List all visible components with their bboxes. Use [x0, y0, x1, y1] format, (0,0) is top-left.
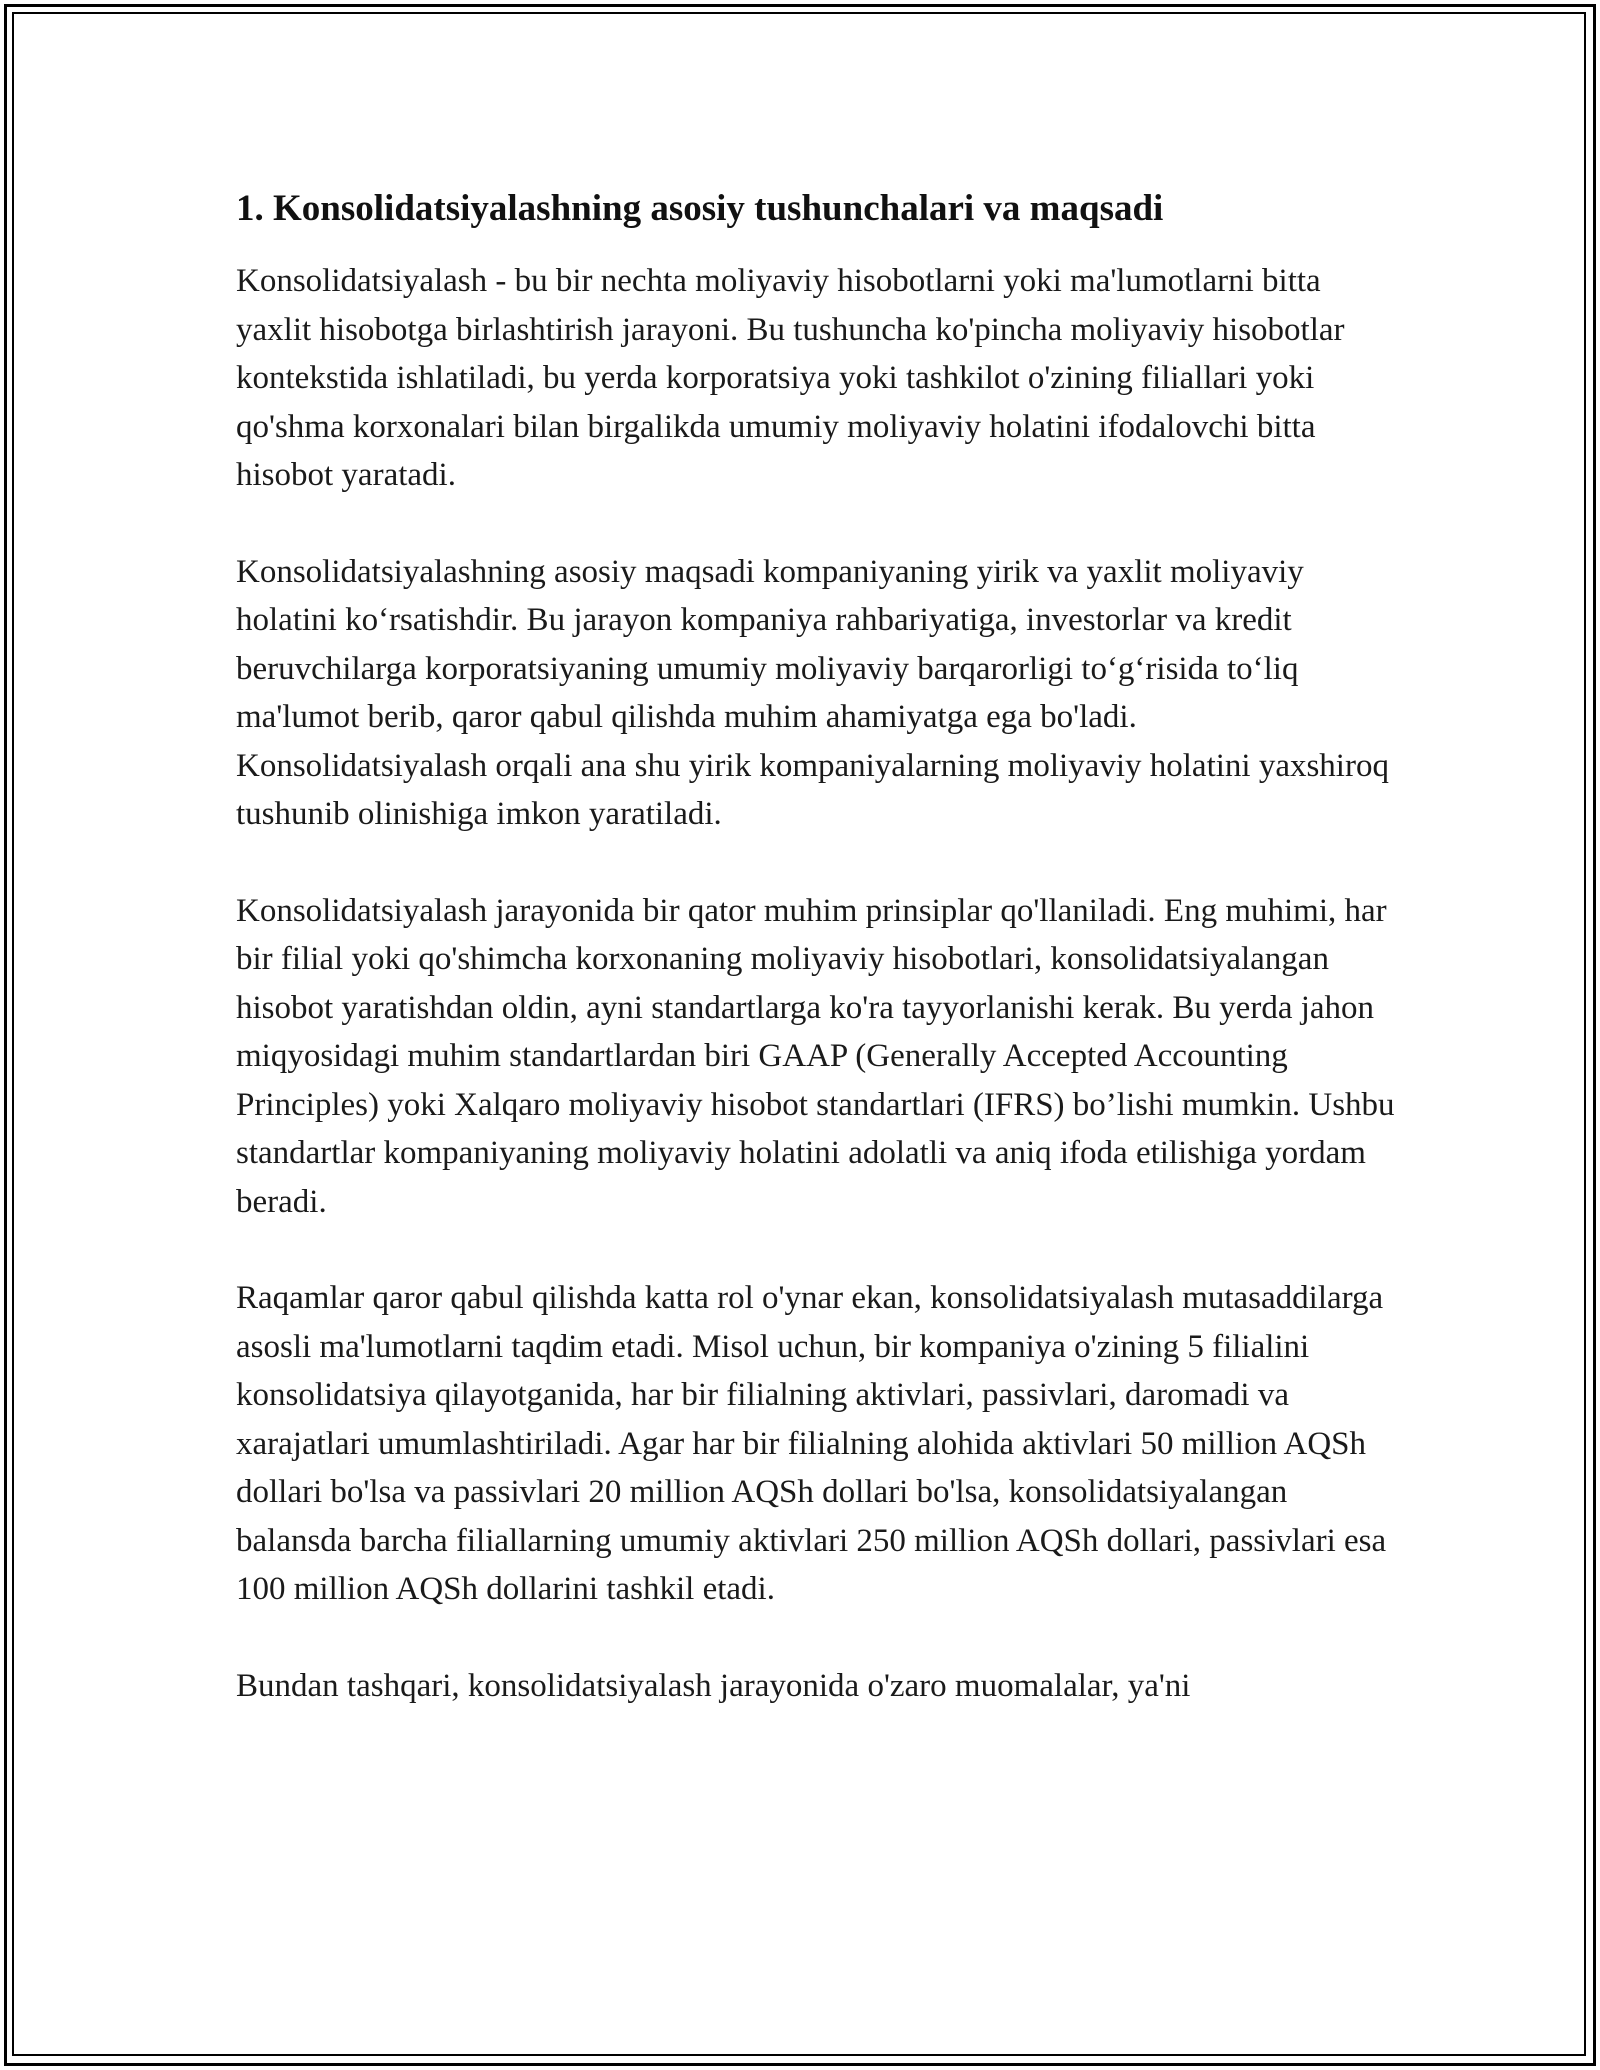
- paragraph-definition: Konsolidatsiyalash - bu bir nechta moliyaviy hisobotlarni yoki ma'lumotlarni bitta yaxlit hisobotga birlashtirish jarayoni. Bu tushuncha ko'pincha moliyaviy hisobotlar kontekstida ishlatiladi, bu yerda korporatsiya yoki tashkilot o'zining filiallari yoki qo'shma korxonalari bilan birgalikda umumiy moliyaviy holatini ifodalovchi bitta hisobot yaratadi.: [236, 263, 1345, 493]
- paragraph-continuation: Bundan tashqari, konsolidatsiyalash jarayonida o'zaro muomalalar, ya'ni: [236, 1667, 1191, 1704]
- paragraph-example: Raqamlar qaror qabul qilishda katta rol o'ynar ekan, konsolidatsiyalash mutasaddilarga asosli ma'lumotlarni taqdim etadi. Misol uchun, bir kompaniya o'zining 5 filialini konsolidatsiya qilayotganida, har bir filialning aktivlari, passivlari, daromadi va xarajatlari umumlashtiriladi. Agar har bir filialning alohida aktivlari 50 million AQSh dollari bo'lsa va passivlari 20 million AQSh dollari bo'lsa, konsolidatsiyalangan balansda barcha filiallarning umumiy aktivlari 250 million AQSh dollari, passivlari esa 100 million AQSh dollarini tashkil etadi.: [236, 1280, 1387, 1607]
- document-body: [236, 185, 1396, 1758]
- paragraph-purpose: Konsolidatsiyalashning asosiy maqsadi kompaniyaning yirik va yaxlit moliyaviy holatini ko‘rsatishdir. Bu jarayon kompaniya rahbariyatiga, investorlar va kredit beruvchilarga korporatsiyaning umumiy moliyaviy barqarorligi to‘g‘risida to‘liq ma'lumot berib, qaror qabul qilishda muhim ahamiyatga ega bo'ladi. Konsolidatsiyalash orqali ana shu yirik kompaniyalarning moliyaviy holatini yaxshiroq tushunib olinishiga imkon yaratiladi.: [236, 553, 1389, 832]
- paragraph-principles: Konsolidatsiyalash jarayonida bir qator muhim prinsiplar qo'llaniladi. Eng muhimi, har bir filial yoki qo'shimcha korxonaning moliyaviy hisobotlari, konsolidatsiyalangan hisobot yaratishdan oldin, ayni standartlarga ko'ra tayyorlanishi kerak. Bu yerda jahon miqyosidagi muhim standartlardan biri GAAP (Generally Accepted Accounting Principles) yoki Xalqaro moliyaviy hisobot standartlari (IFRS) bo’lishi mumkin. Ushbu standartlar kompaniyaning moliyaviy holatini adolatli va aniq ifoda etilishiga yordam beradi.: [236, 892, 1395, 1220]
- section-title: 1. Konsolidatsiyalashning asosiy tushunchalari va maqsadi: [236, 188, 1164, 229]
